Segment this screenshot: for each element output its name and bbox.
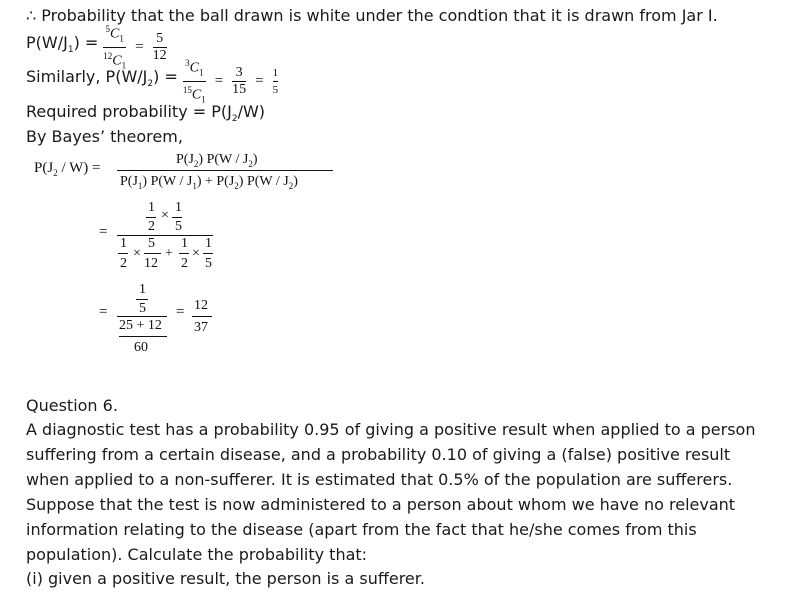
step2-equals-2: =	[176, 304, 185, 320]
binom-fraction-5-12: $\frac{^5C_1}{^{12}C_1}$	[103, 24, 127, 70]
step1-e1: 1	[205, 236, 212, 251]
step1-small-bar	[203, 253, 213, 254]
step2-top-num: 1	[139, 282, 146, 297]
plus-sign: +	[165, 246, 173, 261]
step2-bottom: 60	[134, 340, 148, 355]
question-part-i: (i) given a positive result, the person is a sufferer.	[26, 569, 425, 588]
fraction-5-12: $\frac{5}{12}$	[152, 30, 167, 63]
step1-c1: 1	[181, 236, 188, 251]
step1-small-bar	[172, 217, 182, 218]
fraction-1-5: $\frac{1}{5}$	[272, 66, 279, 96]
bayes-lhs: $P(J_2 / W)$ =	[34, 160, 101, 178]
step2-small-bar	[136, 299, 148, 300]
step1-small-bar	[118, 253, 128, 254]
equals-sign: =	[255, 72, 264, 89]
pw-j1-line	[26, 24, 167, 70]
therefore-line: ∴ Probability that the ball drawn is white under the condtion that it is drawn from Jar I.	[26, 6, 718, 25]
binom-fraction-3-15: $\frac{^3C_1}{^{15}C_1}$	[182, 58, 206, 104]
step1-b2: 12	[144, 256, 158, 271]
equals-sign: =	[214, 72, 224, 89]
step2-bar	[117, 316, 167, 317]
question-body: A diagnostic test has a probability 0.95 of giving a positive result when applied to a person suffering from a certain disease, and a probability 0.10 of giving a (false) positive result when applied to a non-sufferer. It is estimated that 0.5% of the population are sufferers. Suppose that the test is now administered to a person about whom we have no relevant information relating to the disease (apart from the fact that he/she comes from this population). Calculate the probability that:	[26, 420, 756, 564]
times-sign: ×	[192, 246, 200, 261]
similarly-line	[26, 58, 279, 104]
step2-top-den: 5	[139, 301, 146, 316]
required-probability-line: Required probability = $P(J_2/W)$	[26, 102, 266, 125]
times-sign: ×	[161, 208, 169, 223]
result-denominator: 37	[194, 320, 208, 335]
bayes-denominator: $P(J_1)$ $P(W / J_1) + P(J_2)$ $P(W / J_2)$	[120, 174, 298, 191]
equals-sign: =	[135, 38, 144, 55]
step1-small-bar	[144, 253, 161, 254]
step1-den-2: 2	[148, 219, 155, 234]
bayes-fraction-bar	[117, 170, 333, 171]
bayes-numerator: $P(J_2)$ $P(W / J_2)$	[176, 152, 258, 169]
step2-equals: =	[99, 304, 108, 320]
step1-den-5: 5	[175, 219, 182, 234]
bayes-theorem-line: By Bayes’ theorem,	[26, 127, 183, 146]
step1-a1: 1	[120, 236, 127, 251]
step1-a2: 2	[120, 256, 127, 271]
step1-equals: =	[99, 224, 108, 240]
step1-num-2: 1	[175, 200, 182, 215]
step1-b1: 5	[148, 236, 155, 251]
result-numerator: 12	[194, 298, 208, 313]
result-bar	[192, 316, 212, 317]
fraction-3-15: $\frac{3}{15}$	[232, 64, 247, 97]
step1-small-bar	[179, 253, 189, 254]
similarly-label: Similarly, $P(W/J_2)$ =	[26, 67, 178, 90]
step1-e2: 5	[205, 256, 212, 271]
times-sign: ×	[133, 246, 141, 261]
step2-bar	[119, 336, 167, 337]
step1-main-bar	[117, 235, 213, 236]
question-title: Question 6.	[26, 396, 118, 415]
step1-small-bar	[146, 217, 156, 218]
pw-j1-label: $P(W/J_1)$ =	[26, 33, 99, 56]
step1-num-1: 1	[148, 200, 155, 215]
step1-c2: 2	[181, 256, 188, 271]
step2-mid: 25 + 12	[119, 318, 162, 333]
